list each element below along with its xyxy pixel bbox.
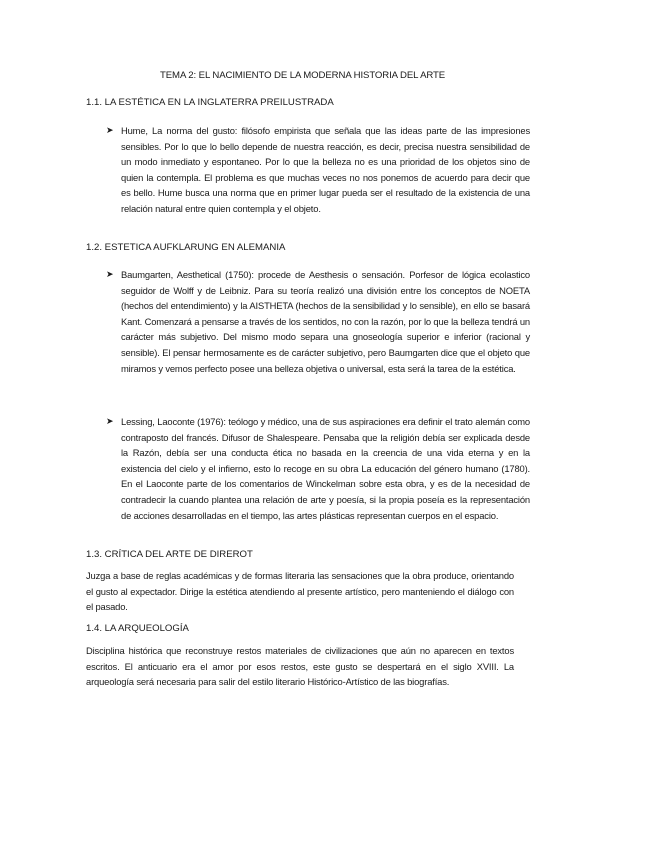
- section-heading-1-1: 1.1. LA ESTÉTICA EN LA INGLATERRA PREILUSTRADA: [86, 97, 334, 108]
- bullet-text-hume: Hume, La norma del gusto: filósofo empirista que señala que las ideas parte de las impresiones sensibles. Por lo que lo bello depende de nuestra reacción, es decir, precisa nuestra sensibilidad de un modo inmediato y espontaneo. Por lo que la belleza no es una prioridad de los objetos sino de quien la contempla. El problema es que muchas veces no nos ponemos de acuerdo para decir que es bello. Hume busca una norma que en primer lugar pueda ser el resultado de la existencia de una relación natural entre quien contempla y el objeto.: [121, 125, 530, 214]
- paragraph-arqueologia: Disciplina histórica que reconstruye restos materiales de civilizaciones que aún no aparecen en textos escritos. El anticuario era el amor por esos restos, este gusto se despertará en el siglo XVIII. La arqueología será necesaria para salir del estilo literario Histórico-Artístico de las biografías.: [86, 645, 514, 688]
- arrow-bullet-icon: ➤: [106, 125, 114, 135]
- document-title: TEMA 2: EL NACIMIENTO DE LA MODERNA HISTORIA DEL ARTE: [160, 70, 446, 81]
- bullet-item-lessing: [106, 414, 530, 523]
- section-heading-1-2: 1.2. ESTETICA AUFKLARUNG EN ALEMANIA: [86, 242, 286, 253]
- arrow-bullet-icon: ➤: [106, 416, 114, 426]
- section-heading-1-3: 1.3. CRÍTICA DEL ARTE DE DIREROT: [86, 549, 253, 560]
- bullet-text-lessing: Lessing, Laoconte (1976): teólogo y médico, una de sus aspiraciones era definir el trato alemán como contraposto del francés. Difusor de Shalespeare. Pensaba que la religión debía ser explicada desde la Razón, debía ser una conducta ética no basada en la creencia de una vida eterna y en la existencia del cielo y el infierno, esto lo recoge en su obra La educación del género humano (1780). En el Laoconte parte de los comentarios de Winckelman sobre esta obra, y es de la necesidad de contradecir la cuando plantea una relación de arte y poesía, si la propia poseía es la representación de acciones desarrolladas en el tiempo, las artes plásticas representan cuerpos en el espacio.: [121, 416, 530, 521]
- bullet-item-hume: [106, 123, 530, 217]
- bullet-text-baumgarten: Baumgarten, Aesthetical (1750): procede de Aesthesis o sensación. Porfesor de lógica ecolastico seguidor de Wolff y de Leibniz. Para su teoría realizó una división entre los conceptos de NOETA (hechos del entendimiento) y la AISTHETA (hechos de la sensibilidad y lo sensible), en ello se basará Kant. Comenzará a pensarse a través de los sentidos, no con la razón, por lo que la belleza tendrá un carácter más subjetivo. Del mismo modo separa una gnoseología superior e inferior (racional y sensible). El pensar hermosamente es de carácter subjetivo, pero Baumgarten dice que el objeto que miramos y vemos perfecto posee una belleza objetiva o universal, esta será la tarea de la estética.: [121, 269, 530, 374]
- arrow-bullet-icon: ➤: [106, 269, 114, 279]
- paragraph-critica-diderot: Juzga a base de reglas académicas y de formas literaria las sensaciones que la obra produce, orientando el gusto al expectador. Dirige la estética atendiendo al presente artístico, pero manteniendo el diálogo con el pasado.: [86, 570, 514, 613]
- bullet-item-baumgarten: [106, 267, 530, 376]
- section-heading-1-4: 1.4. LA ARQUEOLOGÍA: [86, 623, 189, 634]
